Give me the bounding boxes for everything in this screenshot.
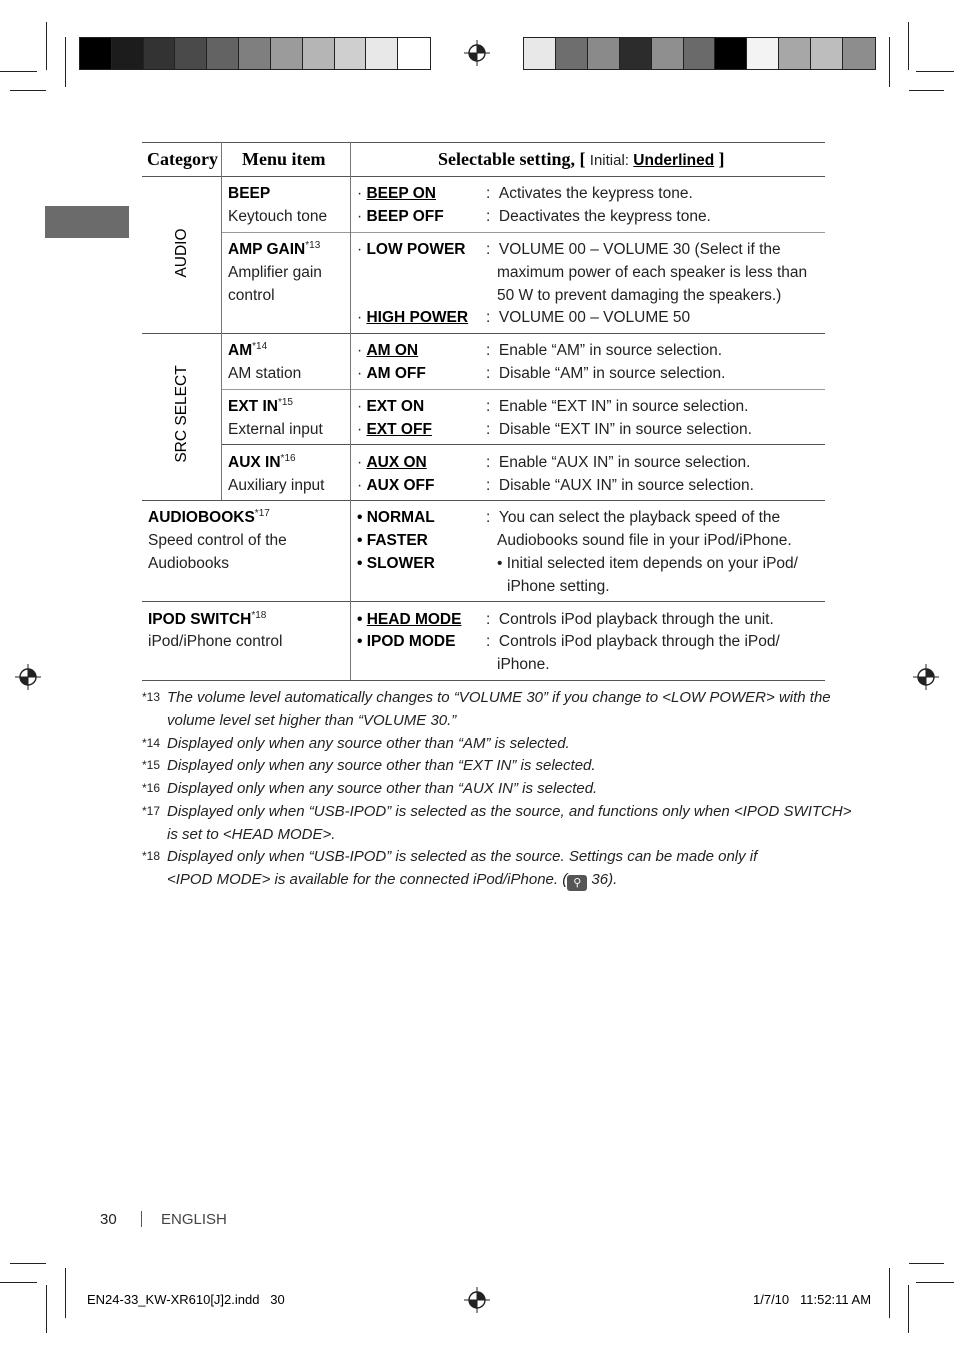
menu-item-name: AMP GAIN$^{*13}$ bbox=[228, 239, 321, 258]
option: • IPOD MODE bbox=[357, 633, 456, 650]
option-desc: : Controls iPod playback through the iPod/ bbox=[486, 633, 780, 650]
menu-item-desc: AM station bbox=[228, 365, 302, 382]
section-tab bbox=[45, 206, 129, 238]
color-swatch bbox=[811, 38, 843, 69]
color-swatch bbox=[207, 38, 239, 69]
menu-item-desc: Auxiliary input bbox=[228, 477, 325, 494]
menu-item-name: AUX IN$^{*16}$ bbox=[228, 452, 296, 471]
option-desc: : Disable “AUX IN” in source selection. bbox=[486, 477, 754, 494]
option-desc: : Deactivates the keypress tone. bbox=[486, 208, 711, 225]
color-swatch bbox=[843, 38, 875, 69]
option: · EXT OFF bbox=[357, 421, 432, 438]
color-swatch bbox=[556, 38, 588, 69]
option-desc: iPhone setting. bbox=[507, 578, 610, 595]
option-desc: : Enable “EXT IN” in source selection. bbox=[486, 398, 749, 415]
menu-item-desc: Keytouch tone bbox=[228, 208, 328, 225]
option-desc: : VOLUME 00 – VOLUME 50 bbox=[486, 309, 691, 326]
color-swatch bbox=[620, 38, 652, 69]
color-swatch bbox=[239, 38, 271, 69]
slug-date: 1/7/10 11:52:11 AM bbox=[753, 1292, 872, 1307]
registration-mark-icon bbox=[464, 1287, 490, 1313]
menu-item-desc: iPod/iPhone control bbox=[148, 633, 283, 650]
color-swatch bbox=[588, 38, 620, 69]
group-src-select-label: SRC SELECT bbox=[173, 365, 190, 463]
color-swatch bbox=[112, 38, 144, 69]
option: · AM OFF bbox=[357, 365, 426, 382]
menu-item-name: BEEP bbox=[228, 185, 271, 202]
option-desc: : Activates the keypress tone. bbox=[486, 185, 693, 202]
option: · BEEP ON bbox=[357, 185, 436, 202]
menu-item-desc: External input bbox=[228, 421, 323, 438]
color-swatch bbox=[779, 38, 811, 69]
option-desc: : You can select the playback speed of the bbox=[486, 509, 781, 526]
color-swatch bbox=[303, 38, 335, 69]
header-category: Category bbox=[147, 149, 218, 169]
menu-item-name: AM$^{*14}$ bbox=[228, 340, 268, 359]
page-number: 30 bbox=[100, 1211, 117, 1228]
option-desc: : VOLUME 00 – VOLUME 30 (Select if the bbox=[486, 241, 781, 258]
color-swatch bbox=[271, 38, 303, 69]
color-swatch bbox=[144, 38, 176, 69]
option-desc: : Disable “EXT IN” in source selection. bbox=[486, 421, 752, 438]
menu-item-name: AUDIOBOOKS$^{*17}$ bbox=[148, 507, 270, 526]
option: · BEEP OFF bbox=[357, 208, 444, 225]
color-swatch bbox=[335, 38, 367, 69]
footer-divider bbox=[141, 1211, 142, 1227]
color-swatch bbox=[175, 38, 207, 69]
option-desc: iPhone. bbox=[497, 656, 550, 673]
color-swatch bbox=[715, 38, 747, 69]
option: · EXT ON bbox=[357, 398, 425, 415]
option-desc: maximum power of each speaker is less than bbox=[497, 264, 808, 281]
color-swatch bbox=[652, 38, 684, 69]
option: · LOW POWER bbox=[357, 241, 466, 258]
registration-mark-icon bbox=[15, 664, 41, 690]
option-desc: Audiobooks sound file in your iPod/iPhone. bbox=[497, 532, 792, 549]
color-swatch bbox=[398, 38, 430, 69]
slug-file: EN24-33_KW-XR610[J]2.indd 30 bbox=[87, 1292, 285, 1307]
header-menu-item: Menu item bbox=[242, 149, 326, 169]
color-swatch bbox=[747, 38, 779, 69]
registration-mark-icon bbox=[464, 40, 490, 66]
option: · AUX OFF bbox=[357, 477, 435, 494]
menu-item-desc: Amplifier gain bbox=[228, 264, 322, 281]
menu-item-desc: Speed control of the bbox=[148, 532, 287, 549]
color-bar-left bbox=[79, 37, 431, 70]
menu-item-name: IPOD SWITCH$^{*18}$ bbox=[148, 609, 267, 628]
option-desc: : Enable “AUX IN” in source selection. bbox=[486, 454, 751, 471]
menu-item-name: EXT IN$^{*15}$ bbox=[228, 396, 293, 415]
option-desc: : Disable “AM” in source selection. bbox=[486, 365, 726, 382]
color-swatch bbox=[684, 38, 716, 69]
option-desc: : Controls iPod playback through the unit. bbox=[486, 611, 774, 628]
color-swatch bbox=[366, 38, 398, 69]
color-swatch bbox=[80, 38, 112, 69]
magnifier-icon: ⚲ bbox=[567, 875, 587, 891]
color-bar-right bbox=[523, 37, 876, 70]
option: · AM ON bbox=[357, 342, 419, 359]
option-desc: : Enable “AM” in source selection. bbox=[486, 342, 723, 359]
menu-item-desc: Audiobooks bbox=[148, 555, 230, 572]
option: · AUX ON bbox=[357, 454, 427, 471]
option-desc: 50 W to prevent damaging the speakers.) bbox=[497, 287, 782, 304]
option: · HIGH POWER bbox=[357, 309, 469, 326]
option: • NORMAL bbox=[357, 509, 435, 526]
option: • HEAD MODE bbox=[357, 611, 462, 628]
menu-item-desc: control bbox=[228, 287, 275, 304]
option: • FASTER bbox=[357, 532, 428, 549]
color-swatch bbox=[524, 38, 556, 69]
header-selectable: Selectable setting, [ Initial: Underlined ] bbox=[438, 149, 725, 169]
group-audio-label: AUDIO bbox=[173, 228, 190, 278]
option-desc: • Initial selected item depends on your iPod/ bbox=[497, 555, 798, 572]
page-language: ENGLISH bbox=[161, 1211, 227, 1228]
option: • SLOWER bbox=[357, 555, 435, 572]
registration-mark-icon bbox=[913, 664, 939, 690]
